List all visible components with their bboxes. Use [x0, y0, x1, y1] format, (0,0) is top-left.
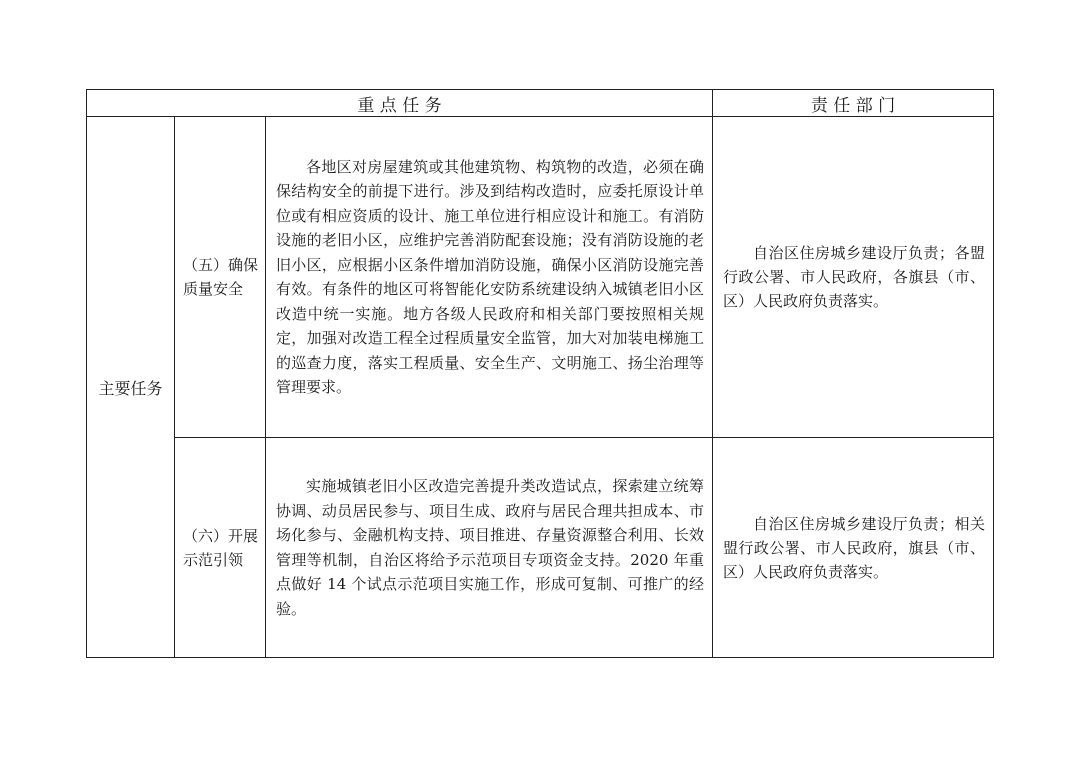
row-department: 自治区住房城乡建设厅负责；各盟行政公署、市人民政府，各旗县（市、区）人民政府负责落实。: [723, 244, 985, 310]
row-content: 实施城镇老旧小区改造完善提升类改造试点，探索建立统筹协调、动员居民参与、项目生成、政府与居民合理共担成本、市场化参与、金融机构支持、项目推进、存量资源整合利用、长效管理等机制，自治区将给予示范项目专项资金支持。2020 年重点做好 14 个试点示范项目实施工作，形成可复制、可推广的经验。: [276, 477, 704, 618]
row-label-cell: [175, 438, 265, 657]
category-cell: [87, 117, 174, 657]
row-label-cell: [175, 117, 265, 437]
header-responsible-dept: [713, 90, 993, 116]
header-responsible-dept-label: 责 任 部 门: [810, 95, 896, 116]
header-key-tasks-label: 重 点 任 务: [357, 95, 442, 116]
row-department: 自治区住房城乡建设厅负责；相关盟行政公署、市人民政府，旗县（市、区）人民政府负责落实。: [723, 514, 985, 581]
header-key-tasks: [87, 90, 712, 116]
task-table: [86, 89, 994, 658]
row-dept-cell: [713, 438, 993, 657]
category-label: 主要任务: [98, 378, 163, 398]
row-content-cell: [266, 117, 712, 437]
row-dept-cell: [713, 117, 993, 437]
row-content-cell: [266, 438, 712, 657]
row-label: （五）确保质量安全: [183, 256, 259, 298]
row-label: （六）开展示范引领: [183, 526, 259, 569]
row-content: 各地区对房屋建筑或其他建筑物、构筑物的改造，必须在确保结构安全的前提下进行。涉及到结构改造时，应委托原设计单位或有相应资质的设计、施工单位进行相应设计和施工。有消防设施的老旧小区，应维护完善消防配套设施；没有消防设施的老旧小区，应根据小区条件增加消防设施，确保小区消防设施完善有效。有条件的地区可将智能化安防系统建设纳入城镇老旧小区改造中统一实施。地方各级人民政府和相关部门要按照相关规定，加强对改造工程全过程质量安全监管，加大对加装电梯施工的巡查力度，落实工程质量、安全生产、文明施工、扬尘治理等管理要求。: [276, 157, 704, 396]
